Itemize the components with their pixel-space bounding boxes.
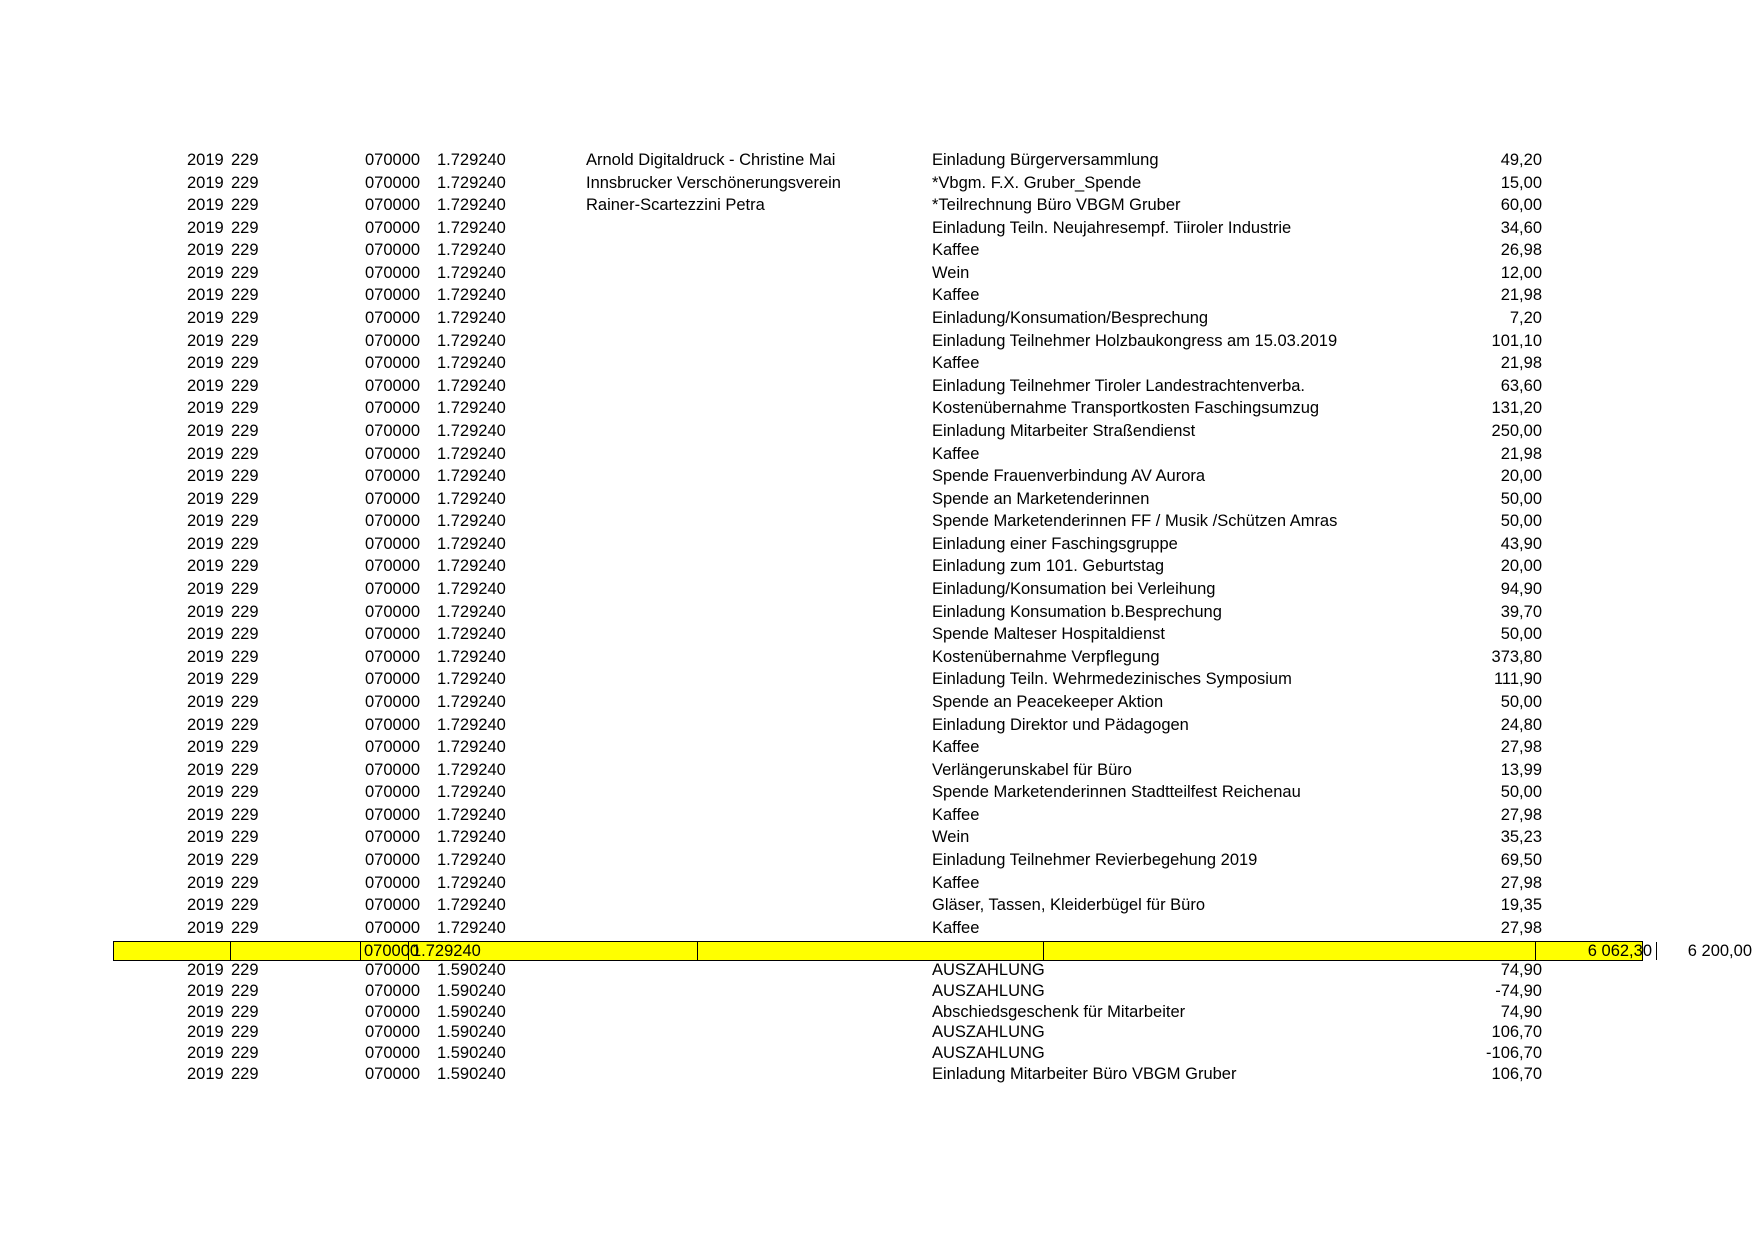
row-amount: -74,90 (1495, 981, 1542, 1000)
row-amount: 50,00 (1500, 489, 1542, 508)
row-account: 1.729240 (437, 602, 506, 621)
row-description: Spende an Peacekeeper Aktion (932, 692, 1164, 711)
row-amount: 111,90 (1493, 670, 1542, 689)
row-description: Einladung Teilnehmer Holzbaukongress am 15.03.2019 (932, 331, 1338, 350)
row-account: 1.729240 (437, 580, 506, 599)
row-number: 229 (231, 1002, 259, 1021)
row-number: 229 (231, 760, 259, 779)
row-year: 2019 (187, 670, 224, 689)
row-code: 070000 (365, 512, 421, 531)
row-account: 1.729240 (437, 783, 506, 802)
row-amount: 15,00 (1500, 173, 1542, 192)
row-year: 2019 (187, 354, 224, 373)
row-amount: 20,00 (1500, 467, 1542, 486)
row-account: 1.729240 (437, 196, 506, 215)
row-code: 070000 (365, 896, 421, 915)
row-year: 2019 (187, 602, 224, 621)
row-account: 1.729240 (437, 828, 506, 847)
row-year: 2019 (187, 173, 224, 192)
row-year: 2019 (187, 444, 224, 463)
row-number: 229 (231, 1044, 259, 1063)
row-number: 229 (231, 444, 259, 463)
row-year: 2019 (187, 399, 224, 418)
row-description: Einladung Teilnehmer Tiroler Landestrachtenverba. (932, 376, 1306, 395)
row-description: AUSZAHLUNG (932, 961, 1045, 979)
row-account: 1.729240 (437, 241, 506, 260)
row-amount: 39,70 (1500, 602, 1542, 621)
row-number: 229 (231, 218, 259, 237)
row-description: Einladung Mitarbeiter Büro VBGM Gruber (932, 1065, 1237, 1083)
subtotal-total: 6 200,00 (1657, 942, 1754, 960)
row-code: 070000 (365, 918, 421, 937)
row-number: 229 (231, 602, 259, 621)
row-description: Verlängerunskabel für Büro (932, 760, 1132, 779)
row-description: AUSZAHLUNG (932, 1044, 1045, 1063)
row-vendor: Rainer-Scartezzini Petra (586, 196, 765, 215)
row-number: 229 (231, 873, 259, 892)
row-description: Kostenübernahme Transportkosten Faschingsumzug (932, 399, 1320, 418)
row-code: 070000 (365, 218, 421, 237)
row-number: 229 (231, 241, 259, 260)
row-account: 1.590240 (437, 1023, 506, 1042)
row-number: 229 (231, 557, 259, 576)
subtotal-cell-num (231, 942, 361, 960)
row-account: 1.729240 (437, 263, 506, 282)
row-year: 2019 (187, 218, 224, 237)
row-number: 229 (231, 1065, 259, 1083)
row-code: 070000 (365, 489, 421, 508)
row-year: 2019 (187, 1065, 224, 1083)
row-number: 229 (231, 981, 259, 1000)
row-number: 229 (231, 354, 259, 373)
row-year: 2019 (187, 557, 224, 576)
row-code: 070000 (365, 241, 421, 260)
row-amount: 250,00 (1491, 421, 1542, 440)
row-description: Kaffee (932, 738, 980, 757)
row-amount: 27,98 (1500, 873, 1542, 892)
row-description: Einladung/Konsumation bei Verleihung (932, 580, 1216, 599)
row-description: Kostenübernahme Verpflegung (932, 647, 1160, 666)
row-description: AUSZAHLUNG (932, 981, 1045, 1000)
row-amount: 27,98 (1500, 738, 1542, 757)
row-account: 1.729240 (437, 421, 506, 440)
row-amount: 7,20 (1509, 309, 1542, 328)
row-amount: 49,20 (1500, 151, 1542, 169)
row-account: 1.729240 (437, 896, 506, 915)
row-code: 070000 (365, 981, 421, 1000)
row-number: 229 (231, 467, 259, 486)
row-account: 1.729240 (437, 331, 506, 350)
row-account: 1.590240 (437, 961, 506, 979)
row-account: 1.729240 (437, 557, 506, 576)
row-description: Spende Malteser Hospitaldienst (932, 625, 1165, 644)
row-number: 229 (231, 1023, 259, 1042)
subtotal-cell-year (114, 942, 231, 960)
row-description: Kaffee (932, 805, 980, 824)
row-account: 1.729240 (437, 489, 506, 508)
row-number: 229 (231, 805, 259, 824)
row-year: 2019 (187, 580, 224, 599)
row-year: 2019 (187, 263, 224, 282)
row-account: 1.590240 (437, 981, 506, 1000)
row-number: 229 (231, 918, 259, 937)
row-code: 070000 (365, 263, 421, 282)
row-account: 1.729240 (437, 512, 506, 531)
row-code: 070000 (365, 1044, 421, 1063)
row-year: 2019 (187, 1044, 224, 1063)
row-amount: 19,35 (1500, 896, 1542, 915)
row-amount: 26,98 (1500, 241, 1542, 260)
row-number: 229 (231, 151, 259, 169)
row-year: 2019 (187, 850, 224, 869)
row-amount: 21,98 (1500, 354, 1542, 373)
row-account: 1.729240 (437, 286, 506, 305)
row-year: 2019 (187, 981, 224, 1000)
row-number: 229 (231, 263, 259, 282)
row-year: 2019 (187, 738, 224, 757)
row-description: Gläser, Tassen, Kleiderbügel für Büro (932, 896, 1206, 915)
row-code: 070000 (365, 331, 421, 350)
row-description: Spende Marketenderinnen FF / Musik /Schützen Amras (932, 512, 1338, 531)
row-amount: 27,98 (1500, 918, 1542, 937)
row-year: 2019 (187, 961, 224, 979)
row-description: Wein (932, 263, 970, 282)
row-account: 1.729240 (437, 444, 506, 463)
row-account: 1.729240 (437, 309, 506, 328)
row-code: 070000 (365, 1065, 421, 1083)
row-year: 2019 (187, 286, 224, 305)
row-code: 070000 (365, 1002, 421, 1021)
row-code: 070000 (365, 286, 421, 305)
row-amount: 101,10 (1491, 331, 1542, 350)
row-code: 070000 (365, 738, 421, 757)
row-year: 2019 (187, 421, 224, 440)
row-number: 229 (231, 489, 259, 508)
row-number: 229 (231, 580, 259, 599)
row-amount: 43,90 (1500, 534, 1542, 553)
row-amount: 34,60 (1500, 218, 1542, 237)
row-description: Einladung zum 101. Geburtstag (932, 557, 1165, 576)
row-amount: 50,00 (1500, 512, 1542, 531)
row-amount: 21,98 (1500, 286, 1542, 305)
subtotal-cell-vendor (698, 942, 1044, 960)
row-description: Kaffee (932, 354, 980, 373)
row-year: 2019 (187, 196, 224, 215)
row-amount: 60,00 (1500, 196, 1542, 215)
row-code: 070000 (365, 173, 421, 192)
row-year: 2019 (187, 692, 224, 711)
row-vendor: Innsbrucker Verschönerungsverein (586, 173, 841, 192)
row-description: Einladung Bürgerversammlung (932, 151, 1159, 169)
row-amount: 24,80 (1500, 715, 1542, 734)
row-code: 070000 (365, 647, 421, 666)
row-year: 2019 (187, 760, 224, 779)
row-year: 2019 (187, 873, 224, 892)
row-year: 2019 (187, 1023, 224, 1042)
row-description: Spende Frauenverbindung AV Aurora (932, 467, 1206, 486)
row-amount: 74,90 (1500, 1002, 1542, 1021)
row-code: 070000 (365, 625, 421, 644)
row-description: Einladung Teiln. Neujahresempf. Tiiroler Industrie (932, 218, 1292, 237)
subtotal-cell-description (1044, 942, 1536, 960)
row-code: 070000 (365, 557, 421, 576)
row-code: 070000 (365, 1023, 421, 1042)
row-amount: 94,90 (1500, 580, 1542, 599)
row-code: 070000 (365, 534, 421, 553)
row-number: 229 (231, 647, 259, 666)
row-amount: 20,00 (1500, 557, 1542, 576)
row-code: 070000 (365, 376, 421, 395)
row-number: 229 (231, 783, 259, 802)
subtotal-amount: 6 062,30 (1536, 942, 1657, 960)
row-description: Spende an Marketenderinnen (932, 489, 1150, 508)
row-year: 2019 (187, 151, 224, 169)
row-year: 2019 (187, 918, 224, 937)
row-description: Abschiedsgeschenk für Mitarbeiter (932, 1002, 1186, 1021)
row-year: 2019 (187, 489, 224, 508)
subtotal-account: 1.729240 (409, 942, 698, 960)
row-amount: 69,50 (1500, 850, 1542, 869)
row-number: 229 (231, 534, 259, 553)
row-account: 1.729240 (437, 376, 506, 395)
row-number: 229 (231, 512, 259, 531)
row-amount: 50,00 (1500, 783, 1542, 802)
row-description: Kaffee (932, 918, 980, 937)
row-amount: 63,60 (1500, 376, 1542, 395)
row-code: 070000 (365, 760, 421, 779)
row-amount: 74,90 (1500, 961, 1542, 979)
row-code: 070000 (365, 354, 421, 373)
row-number: 229 (231, 738, 259, 757)
row-number: 229 (231, 196, 259, 215)
row-description: Spende Marketenderinnen Stadtteilfest Reichenau (932, 783, 1301, 802)
row-description: Einladung Teilnehmer Revierbegehung 2019 (932, 850, 1258, 869)
row-number: 229 (231, 173, 259, 192)
row-year: 2019 (187, 309, 224, 328)
row-code: 070000 (365, 873, 421, 892)
row-description: Kaffee (932, 241, 980, 260)
row-account: 1.729240 (437, 218, 506, 237)
row-code: 070000 (365, 309, 421, 328)
row-amount: 106,70 (1491, 1065, 1542, 1083)
row-number: 229 (231, 421, 259, 440)
row-description: Einladung Mitarbeiter Straßendienst (932, 421, 1196, 440)
row-description: *Teilrechnung Büro VBGM Gruber (932, 196, 1181, 215)
row-description: Einladung einer Faschingsgruppe (932, 534, 1178, 553)
row-amount: 27,98 (1500, 805, 1542, 824)
row-year: 2019 (187, 805, 224, 824)
row-code: 070000 (365, 467, 421, 486)
row-account: 1.729240 (437, 173, 506, 192)
row-number: 229 (231, 309, 259, 328)
row-code: 070000 (365, 715, 421, 734)
row-number: 229 (231, 670, 259, 689)
row-amount: 12,00 (1500, 263, 1542, 282)
row-year: 2019 (187, 647, 224, 666)
row-year: 2019 (187, 534, 224, 553)
row-code: 070000 (365, 421, 421, 440)
row-account: 1.590240 (437, 1044, 506, 1063)
row-account: 1.729240 (437, 625, 506, 644)
row-code: 070000 (365, 670, 421, 689)
row-number: 229 (231, 850, 259, 869)
row-code: 070000 (365, 151, 421, 169)
row-number: 229 (231, 692, 259, 711)
row-year: 2019 (187, 512, 224, 531)
row-description: Wein (932, 828, 970, 847)
row-amount: 13,99 (1500, 760, 1542, 779)
row-code: 070000 (365, 828, 421, 847)
row-number: 229 (231, 399, 259, 418)
row-description: Einladung/Konsumation/Besprechung (932, 309, 1209, 328)
row-code: 070000 (365, 783, 421, 802)
row-account: 1.729240 (437, 151, 506, 169)
row-amount: 21,98 (1500, 444, 1542, 463)
row-year: 2019 (187, 783, 224, 802)
row-number: 229 (231, 286, 259, 305)
row-account: 1.729240 (437, 850, 506, 869)
row-amount: 373,80 (1491, 647, 1542, 666)
row-account: 1.729240 (437, 918, 506, 937)
row-number: 229 (231, 376, 259, 395)
row-account: 1.590240 (437, 1002, 506, 1021)
row-account: 1.729240 (437, 715, 506, 734)
row-code: 070000 (365, 580, 421, 599)
row-account: 1.729240 (437, 873, 506, 892)
row-account: 1.729240 (437, 670, 506, 689)
row-description: Kaffee (932, 444, 980, 463)
row-code: 070000 (365, 961, 421, 979)
subtotal-code: 070000 (361, 942, 409, 960)
row-amount: 106,70 (1491, 1023, 1542, 1042)
row-year: 2019 (187, 376, 224, 395)
row-year: 2019 (187, 241, 224, 260)
row-amount: 131,20 (1491, 399, 1542, 418)
row-account: 1.729240 (437, 399, 506, 418)
row-amount: 50,00 (1500, 692, 1542, 711)
row-year: 2019 (187, 828, 224, 847)
row-number: 229 (231, 961, 259, 979)
row-description: Kaffee (932, 286, 980, 305)
row-account: 1.729240 (437, 647, 506, 666)
row-account: 1.590240 (437, 1065, 506, 1083)
row-code: 070000 (365, 444, 421, 463)
row-amount: -106,70 (1486, 1044, 1542, 1063)
row-code: 070000 (365, 850, 421, 869)
row-code: 070000 (365, 196, 421, 215)
subtotal-row (113, 941, 1752, 961)
row-year: 2019 (187, 331, 224, 350)
row-number: 229 (231, 896, 259, 915)
row-amount: 50,00 (1500, 625, 1542, 644)
row-number: 229 (231, 331, 259, 350)
row-number: 229 (231, 625, 259, 644)
row-description: Kaffee (932, 873, 980, 892)
row-year: 2019 (187, 625, 224, 644)
row-year: 2019 (187, 715, 224, 734)
row-description: AUSZAHLUNG (932, 1023, 1045, 1042)
row-year: 2019 (187, 1002, 224, 1021)
row-description: *Vbgm. F.X. Gruber_Spende (932, 173, 1142, 192)
row-description: Einladung Konsumation b.Besprechung (932, 602, 1222, 621)
row-year: 2019 (187, 896, 224, 915)
row-code: 070000 (365, 602, 421, 621)
row-account: 1.729240 (437, 692, 506, 711)
row-account: 1.729240 (437, 467, 506, 486)
row-number: 229 (231, 828, 259, 847)
row-amount: 35,23 (1500, 828, 1542, 847)
row-code: 070000 (365, 692, 421, 711)
row-code: 070000 (365, 805, 421, 824)
row-account: 1.729240 (437, 760, 506, 779)
row-year: 2019 (187, 467, 224, 486)
row-code: 070000 (365, 399, 421, 418)
row-account: 1.729240 (437, 534, 506, 553)
row-vendor: Arnold Digitaldruck - Christine Mai (586, 151, 836, 169)
row-number: 229 (231, 715, 259, 734)
row-account: 1.729240 (437, 805, 506, 824)
row-description: Einladung Teiln. Wehrmedezinisches Symposium (932, 670, 1292, 689)
row-account: 1.729240 (437, 354, 506, 373)
row-description: Einladung Direktor und Pädagogen (932, 715, 1189, 734)
row-account: 1.729240 (437, 738, 506, 757)
